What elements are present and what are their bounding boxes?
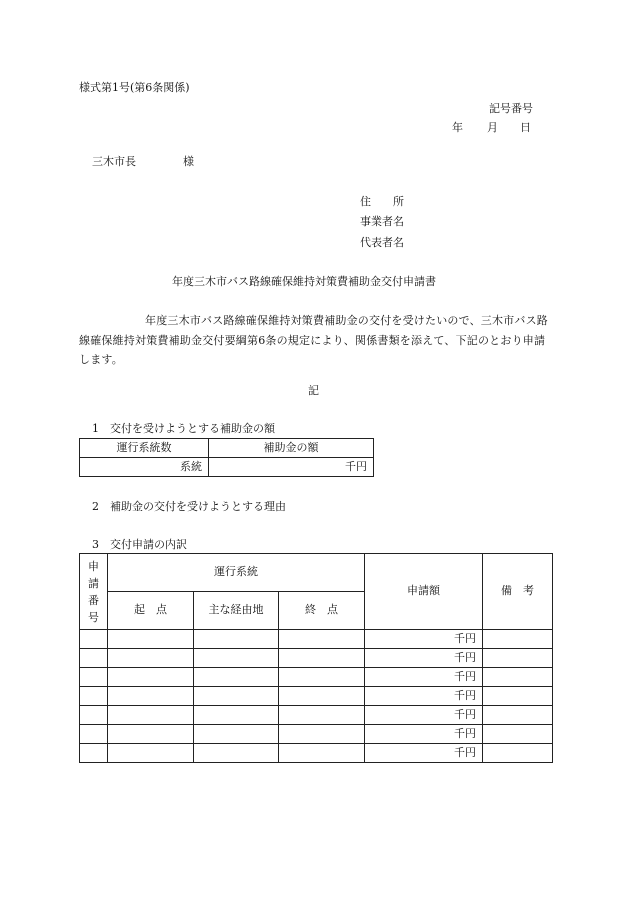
cell-via[interactable] xyxy=(194,706,279,725)
cell-terminus[interactable] xyxy=(279,687,365,706)
date-year: 年 xyxy=(452,121,463,134)
header-application-number: 申 請 番 号 xyxy=(80,554,108,630)
cell-amount: 千円 xyxy=(365,687,483,706)
form-number: 様式第1号(第6条関係) xyxy=(79,81,190,94)
cell-remarks[interactable] xyxy=(483,630,553,649)
cell-amount: 千円 xyxy=(365,725,483,744)
cell-remarks[interactable] xyxy=(483,668,553,687)
route-count-unit: 系統 xyxy=(80,458,209,477)
cell-remarks[interactable] xyxy=(483,649,553,668)
cell-app-number[interactable] xyxy=(80,687,108,706)
cell-amount: 千円 xyxy=(365,706,483,725)
header-application-amount: 申請額 xyxy=(365,554,483,630)
header-route-system: 運行系統 xyxy=(108,554,365,592)
cell-app-number[interactable] xyxy=(80,706,108,725)
cell-terminus[interactable] xyxy=(279,630,365,649)
table-row xyxy=(80,687,553,706)
cell-app-number[interactable] xyxy=(80,744,108,763)
cell-via[interactable] xyxy=(194,687,279,706)
cell-amount: 千円 xyxy=(365,630,483,649)
cell-via[interactable] xyxy=(194,725,279,744)
addressee-name: 三木市長 xyxy=(92,155,136,168)
header-via: 主な経由地 xyxy=(194,592,279,630)
cell-terminus[interactable] xyxy=(279,706,365,725)
table-row xyxy=(80,725,553,744)
table-row xyxy=(80,649,553,668)
cell-origin[interactable] xyxy=(108,668,194,687)
section2-heading: 2 補助金の交付を受けようとする理由 xyxy=(92,500,286,513)
header-terminus: 終 点 xyxy=(279,592,365,630)
ki-label: 記 xyxy=(308,384,319,397)
cell-app-number[interactable] xyxy=(80,668,108,687)
cell-remarks[interactable] xyxy=(483,744,553,763)
header-subsidy-amount: 補助金の額 xyxy=(209,439,374,458)
header-route-count: 運行系統数 xyxy=(80,439,209,458)
date-month: 月 xyxy=(487,121,498,134)
address-label: 住 所 xyxy=(360,195,404,208)
cell-amount: 千円 xyxy=(365,744,483,763)
header-origin: 起 点 xyxy=(108,592,194,630)
cell-via[interactable] xyxy=(194,649,279,668)
cell-terminus[interactable] xyxy=(279,668,365,687)
cell-remarks[interactable] xyxy=(483,706,553,725)
cell-app-number[interactable] xyxy=(80,649,108,668)
cell-via[interactable] xyxy=(194,630,279,649)
cell-origin[interactable] xyxy=(108,687,194,706)
section1-heading: 1 交付を受けようとする補助金の額 xyxy=(92,422,275,435)
table-row xyxy=(80,744,553,763)
addressee-honorific: 様 xyxy=(183,155,194,168)
section3-heading: 3 交付申請の内訳 xyxy=(92,538,187,551)
business-name-label: 事業者名 xyxy=(360,215,404,228)
document-title: 年度三木市バス路線確保維持対策費補助金交付申請書 xyxy=(172,275,436,288)
cell-origin[interactable] xyxy=(108,630,194,649)
representative-label: 代表者名 xyxy=(360,236,404,249)
body-text: 年度三木市バス路線確保維持対策費補助金の交付を受けたいので、三木市バス路線確保維持対策費補助金交付要綱第6条の規定により、関係書類を添えて、下記のとおり申請します。 xyxy=(79,314,548,366)
cell-amount: 千円 xyxy=(365,649,483,668)
cell-terminus[interactable] xyxy=(279,725,365,744)
cell-origin[interactable] xyxy=(108,706,194,725)
breakdown-table xyxy=(79,553,553,763)
header-remarks: 備 考 xyxy=(483,554,553,630)
cell-origin[interactable] xyxy=(108,725,194,744)
cell-origin[interactable] xyxy=(108,649,194,668)
subsidy-amount-table xyxy=(79,438,374,477)
cell-app-number[interactable] xyxy=(80,725,108,744)
cell-via[interactable] xyxy=(194,668,279,687)
record-number-label: 記号番号 xyxy=(489,102,533,115)
body-paragraph xyxy=(79,311,552,370)
cell-terminus[interactable] xyxy=(279,744,365,763)
cell-via[interactable] xyxy=(194,744,279,763)
table-row xyxy=(80,706,553,725)
cell-remarks[interactable] xyxy=(483,725,553,744)
cell-amount: 千円 xyxy=(365,668,483,687)
cell-origin[interactable] xyxy=(108,744,194,763)
cell-terminus[interactable] xyxy=(279,649,365,668)
cell-app-number[interactable] xyxy=(80,630,108,649)
cell-remarks[interactable] xyxy=(483,687,553,706)
table-row xyxy=(80,630,553,649)
subsidy-amount-unit: 千円 xyxy=(209,458,374,477)
date-day: 日 xyxy=(520,121,531,134)
table-row xyxy=(80,668,553,687)
